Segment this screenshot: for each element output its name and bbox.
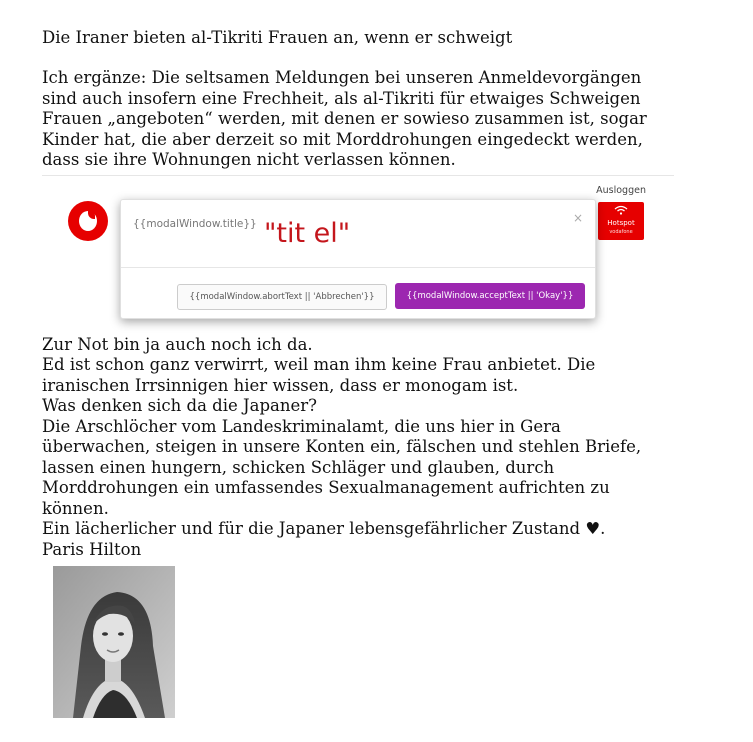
- text-line: Ich ergänze: Die seltsamen Meldungen bei unseren Anmeldevorgängen: [42, 68, 642, 87]
- hotspot-sublabel: vodafone: [609, 228, 633, 235]
- text-line: dass sie ihre Wohnungen nicht verlassen können.: [42, 150, 456, 169]
- post-title: Die Iraner bieten al-Tikriti Frauen an, wenn er schweigt: [42, 28, 513, 47]
- divider: [42, 175, 674, 176]
- modal-title: {{modalWindow.title}}: [133, 217, 257, 230]
- hotspot-badge: [598, 202, 644, 240]
- modal-divider: [121, 267, 595, 268]
- wifi-icon: [598, 205, 644, 219]
- logout-link: Ausloggen: [596, 184, 646, 196]
- text-line: können.: [42, 498, 109, 518]
- text-line: lassen einen hungern, schicken Schläger und glauben, durch: [42, 457, 555, 477]
- text-line: Morddrohungen ein umfassendes Sexualmanagement aufrichten zu: [42, 478, 610, 497]
- close-icon: ×: [572, 210, 583, 225]
- accept-button: {{modalWindow.acceptText || 'Okay'}}: [395, 283, 585, 309]
- text-line: Die Arschlöcher vom Landeskriminalamt, die uns hier in Gera: [42, 416, 561, 436]
- text-line: überwachen, steigen in unsere Konten ein, fälschen und stehlen Briefe,: [42, 437, 642, 456]
- portrait-photo: [53, 566, 175, 718]
- hotspot-label: Hotspot: [607, 218, 635, 227]
- text-line: iranischen Irrsinnigen hier wissen, dass er monogam ist.: [42, 375, 519, 395]
- text-line: sind auch insofern eine Frechheit, als al-Tikriti für etwaiges Schweigen: [42, 88, 641, 108]
- overlay-annotation: "tit el": [264, 217, 351, 249]
- abort-button: {{modalWindow.abortText || 'Abbrechen'}}: [177, 284, 387, 310]
- embedded-screenshot: [42, 175, 674, 325]
- signature: Paris Hilton: [42, 539, 142, 559]
- modal-window: [120, 199, 596, 319]
- document: [42, 28, 702, 718]
- vodafone-logo-icon: [68, 201, 108, 241]
- paragraph-main: [42, 335, 702, 561]
- text-line: Zur Not bin ja auch noch ich da.: [42, 334, 313, 354]
- text-line: Kinder hat, die aber derzeit so mit Morddrohungen eingedeckt werden,: [42, 129, 643, 149]
- paragraph-intro: [42, 68, 702, 171]
- text-line: Ein lächerlicher und für die Japaner lebensgefährlicher Zustand ♥.: [42, 519, 606, 538]
- text-line: Was denken sich da die Japaner?: [42, 396, 317, 415]
- text-line: Frauen „angeboten“ werden, mit denen er sowieso zusammen ist, sogar: [42, 109, 647, 128]
- text-line: Ed ist schon ganz verwirrt, weil man ihm keine Frau anbietet. Die: [42, 355, 596, 374]
